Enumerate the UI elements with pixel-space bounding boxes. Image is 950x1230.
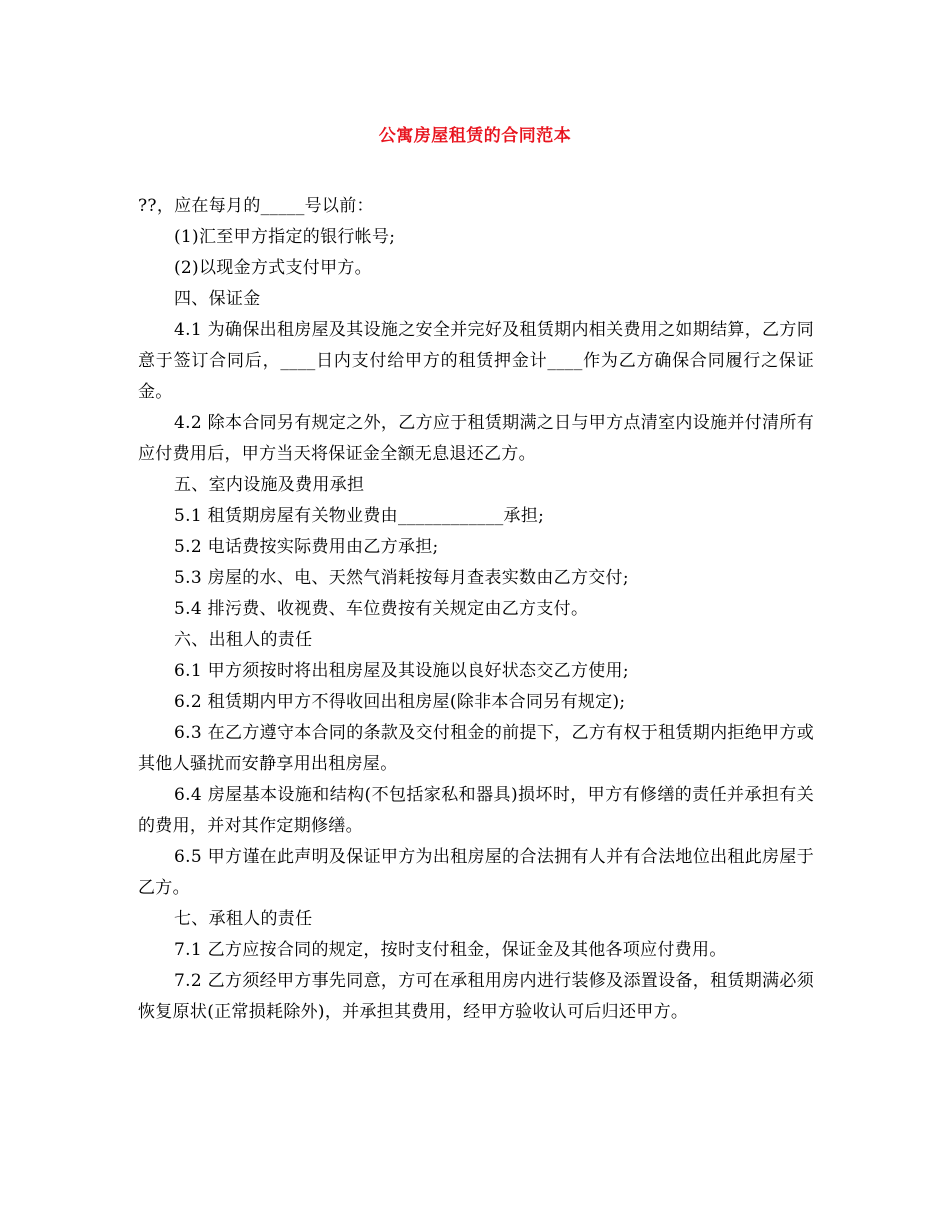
paragraph: ??，应在每月的_____号以前： [138, 196, 374, 216]
clause: 5.3 房屋的水、电、天然气消耗按每月查表实数由乙方交付; [174, 568, 629, 588]
clause: 6.1 甲方须按时将出租房屋及其设施以良好状态交乙方使用; [174, 661, 629, 681]
document-body [138, 191, 814, 1028]
clause: 6.5 甲方谨在此声明及保证甲方为出租房屋的合法拥有人并有合法地位出租此房屋于乙方。 [138, 847, 814, 898]
clause: 7.2 乙方须经甲方事先同意，方可在承租用房内进行装修及添置设备，租赁期满必须恢复原状(正常损耗除外)，并承担其费用，经甲方验收认可后归还甲方。 [138, 971, 814, 1022]
section-heading: 六、出租人的责任 [174, 630, 313, 650]
clause: 4.1 为确保出租房屋及其设施之安全并完好及租赁期内相关费用之如期结算，乙方同意于签订合同后，____日内支付给甲方的租赁押金计____作为乙方确保合同履行之保证金。 [138, 320, 814, 402]
clause: 4.2 除本合同另有规定之外，乙方应于租赁期满之日与甲方点清室内设施并付清所有应付费用后，甲方当天将保证金全额无息退还乙方。 [138, 413, 814, 464]
section-heading: 五、室内设施及费用承担 [174, 475, 365, 495]
paragraph: (1)汇至甲方指定的银行帐号; [174, 227, 396, 247]
section-heading: 四、保证金 [174, 289, 261, 309]
clause: 5.1 租赁期房屋有关物业费由____________承担; [174, 506, 545, 526]
clause: 6.2 租赁期内甲方不得收回出租房屋(除非本合同另有规定); [174, 692, 626, 712]
clause: 7.1 乙方应按合同的规定，按时支付租金，保证金及其他各项应付费用。 [174, 940, 727, 960]
clause: 6.3 在乙方遵守本合同的条款及交付租金的前提下，乙方有权于租赁期内拒绝甲方或其他人骚扰而安静享用出租房屋。 [138, 723, 814, 774]
clause: 5.2 电话费按实际费用由乙方承担; [174, 537, 439, 557]
paragraph: (2)以现金方式支付甲方。 [174, 258, 372, 278]
document-title: 公寓房屋租赁的合同范本 [378, 126, 572, 146]
clause: 5.4 排污费、收视费、车位费按有关规定由乙方支付。 [174, 599, 589, 619]
clause: 6.4 房屋基本设施和结构(不包括家私和器具)损坏时，甲方有修缮的责任并承担有关的费用，并对其作定期修缮。 [138, 785, 814, 836]
section-heading: 七、承租人的责任 [174, 909, 313, 929]
